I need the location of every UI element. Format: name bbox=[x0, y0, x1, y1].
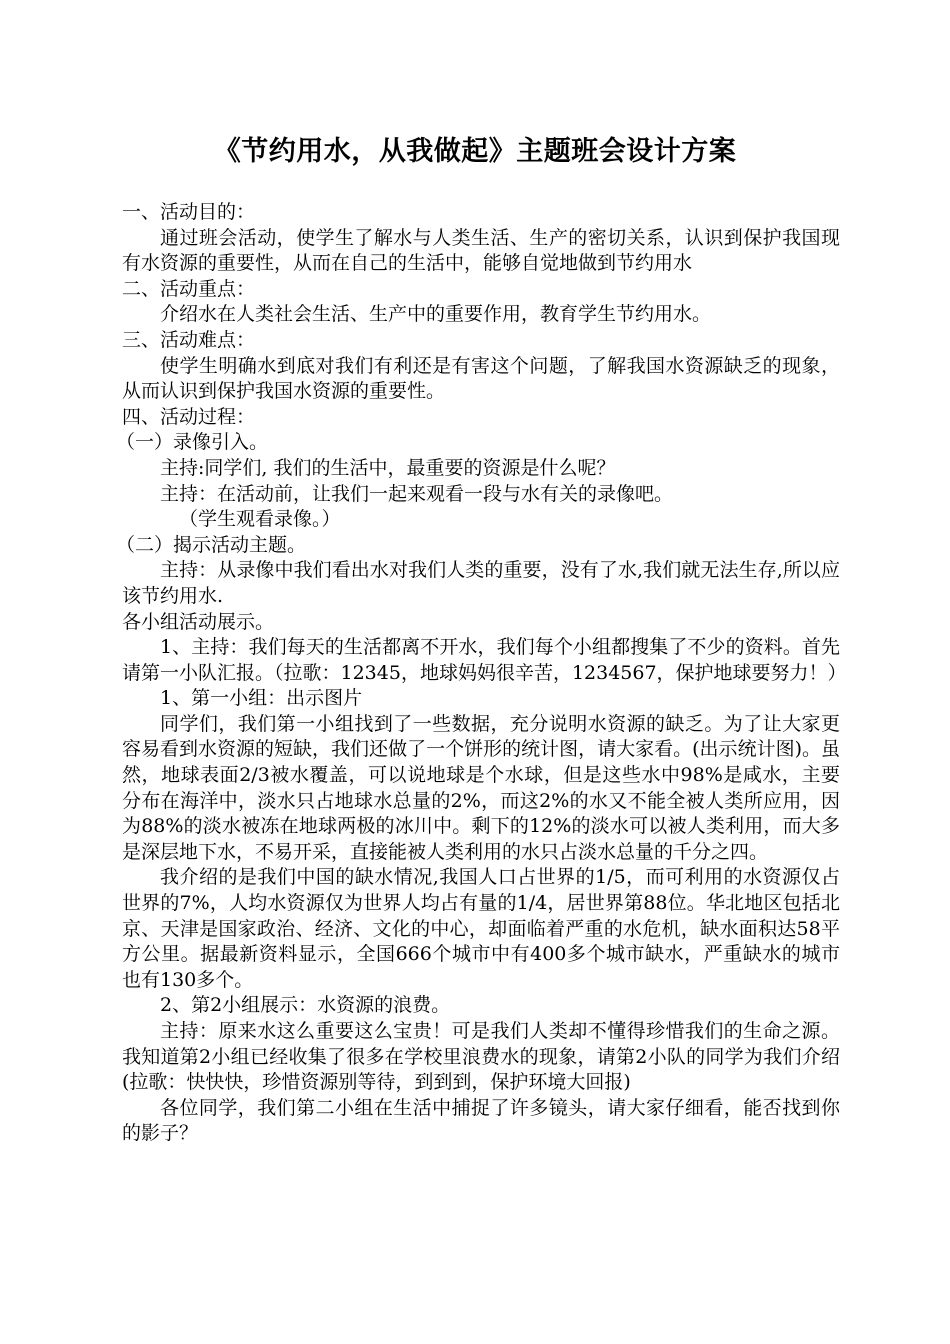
paragraph-group1-title: 1、第一小组：出示图片 bbox=[160, 687, 363, 710]
section-heading-purpose: 一、活动目的： bbox=[122, 201, 256, 223]
paragraph-group1-data: 同学们，我们第一小组找到了一些数据，充分说明水资源的缺乏。为了让大家更容易看到水资源的短缺，我们还做了一个饼形的统计图，请大家看。(出示统计图)。虽然，地球表面2/3被水覆盖，可以说地球是个水球，但是这些水中98%是咸水，主要分布在海洋中，淡水只占地球水总量的2%，而这2%的水又不能全被人类所应用，因为88%的淡水被冻在地球两极的冰川中。剩下的12%的淡水可以被人类利用，而大多是深层地下水，不易开采，直接能被人类利用的水只占淡水总量的千分之四。 bbox=[122, 712, 840, 863]
paragraph-watch-video: （学生观看录像。） bbox=[179, 508, 341, 531]
document-body bbox=[116, 200, 847, 1147]
subheading-reveal-theme: （二）揭示活动主题。 bbox=[116, 533, 307, 556]
paragraph-china-water: 我介绍的是我们中国的缺水情况,我国人口占世界的1/5，而可利用的水资源仅占世界的7%，人均水资源仅为世界人均占有量的1/4，居世界第88位。华北地区包括北京、天津是国家政治、经济、文化的中心，却面临着严重的水危机，缺水面积达58平方公里。据最新资料显示，全国666个城市中有400多个城市缺水，严重缺水的城市也有130多个。 bbox=[122, 866, 840, 991]
paragraph-host-group1: 1、主持：我们每天的生活都离不开水，我们每个小组都搜集了不少的资料。首先请第一小队汇报。（拉歌：12345，地球妈妈很辛苦，1234567，保护地球要努力！） bbox=[122, 636, 847, 684]
paragraph-difficulty: 使学生明确水到底对我们有利还是有害这个问题，了解我国水资源缺乏的现象，从而认识到保护我国水资源的重要性。 bbox=[122, 354, 840, 403]
paragraph-host-group2: 主持：原来水这么重要这么宝贵！可是我们人类却不懂得珍惜我们的生命之源。我知道第2小组已经收集了很多在学校里浪费水的现象，请第2小队的同学为我们介绍(拉歌：快快快，珍惜资源别等待，到到到，保护环境大回报) bbox=[122, 1020, 840, 1094]
paragraph-group-display: 各小组活动展示。 bbox=[122, 610, 275, 633]
paragraph-host-question: 主持:同学们, 我们的生活中，最重要的资源是什么呢？ bbox=[160, 456, 616, 479]
paragraph-group2-intro: 各位同学，我们第二小组在生活中捕捉了许多镜头，请大家仔细看，能否找到你的影子？ bbox=[122, 1096, 840, 1145]
section-heading-difficulty: 三、活动难点： bbox=[122, 328, 256, 351]
paragraph-host-theme: 主持：从录像中我们看出水对我们人类的重要，没有了水,我们就无法生存,所以应该节约用水. bbox=[122, 559, 840, 607]
paragraph-group2-title: 2、第2小组展示：水资源的浪费。 bbox=[160, 994, 451, 1017]
section-heading-process: 四、活动过程： bbox=[122, 405, 256, 428]
subheading-video-intro: （一）录像引入。 bbox=[116, 431, 269, 454]
document-title: 《节约用水，从我做起》主题班会设计方案 bbox=[213, 136, 737, 167]
paragraph-purpose: 通过班会活动，使学生了解水与人类生活、生产的密切关系，认识到保护我国现有水资源的重要性，从而在自己的生活中，能够自觉地做到节约用水 bbox=[122, 226, 840, 275]
paragraph-focus: 介绍水在人类社会生活、生产中的重要作用，教育学生节约用水。 bbox=[160, 303, 712, 326]
section-heading-focus: 二、活动重点： bbox=[122, 277, 256, 300]
paragraph-host-video: 主持：在活动前，让我们一起来观看一段与水有关的录像吧。 bbox=[160, 482, 674, 505]
